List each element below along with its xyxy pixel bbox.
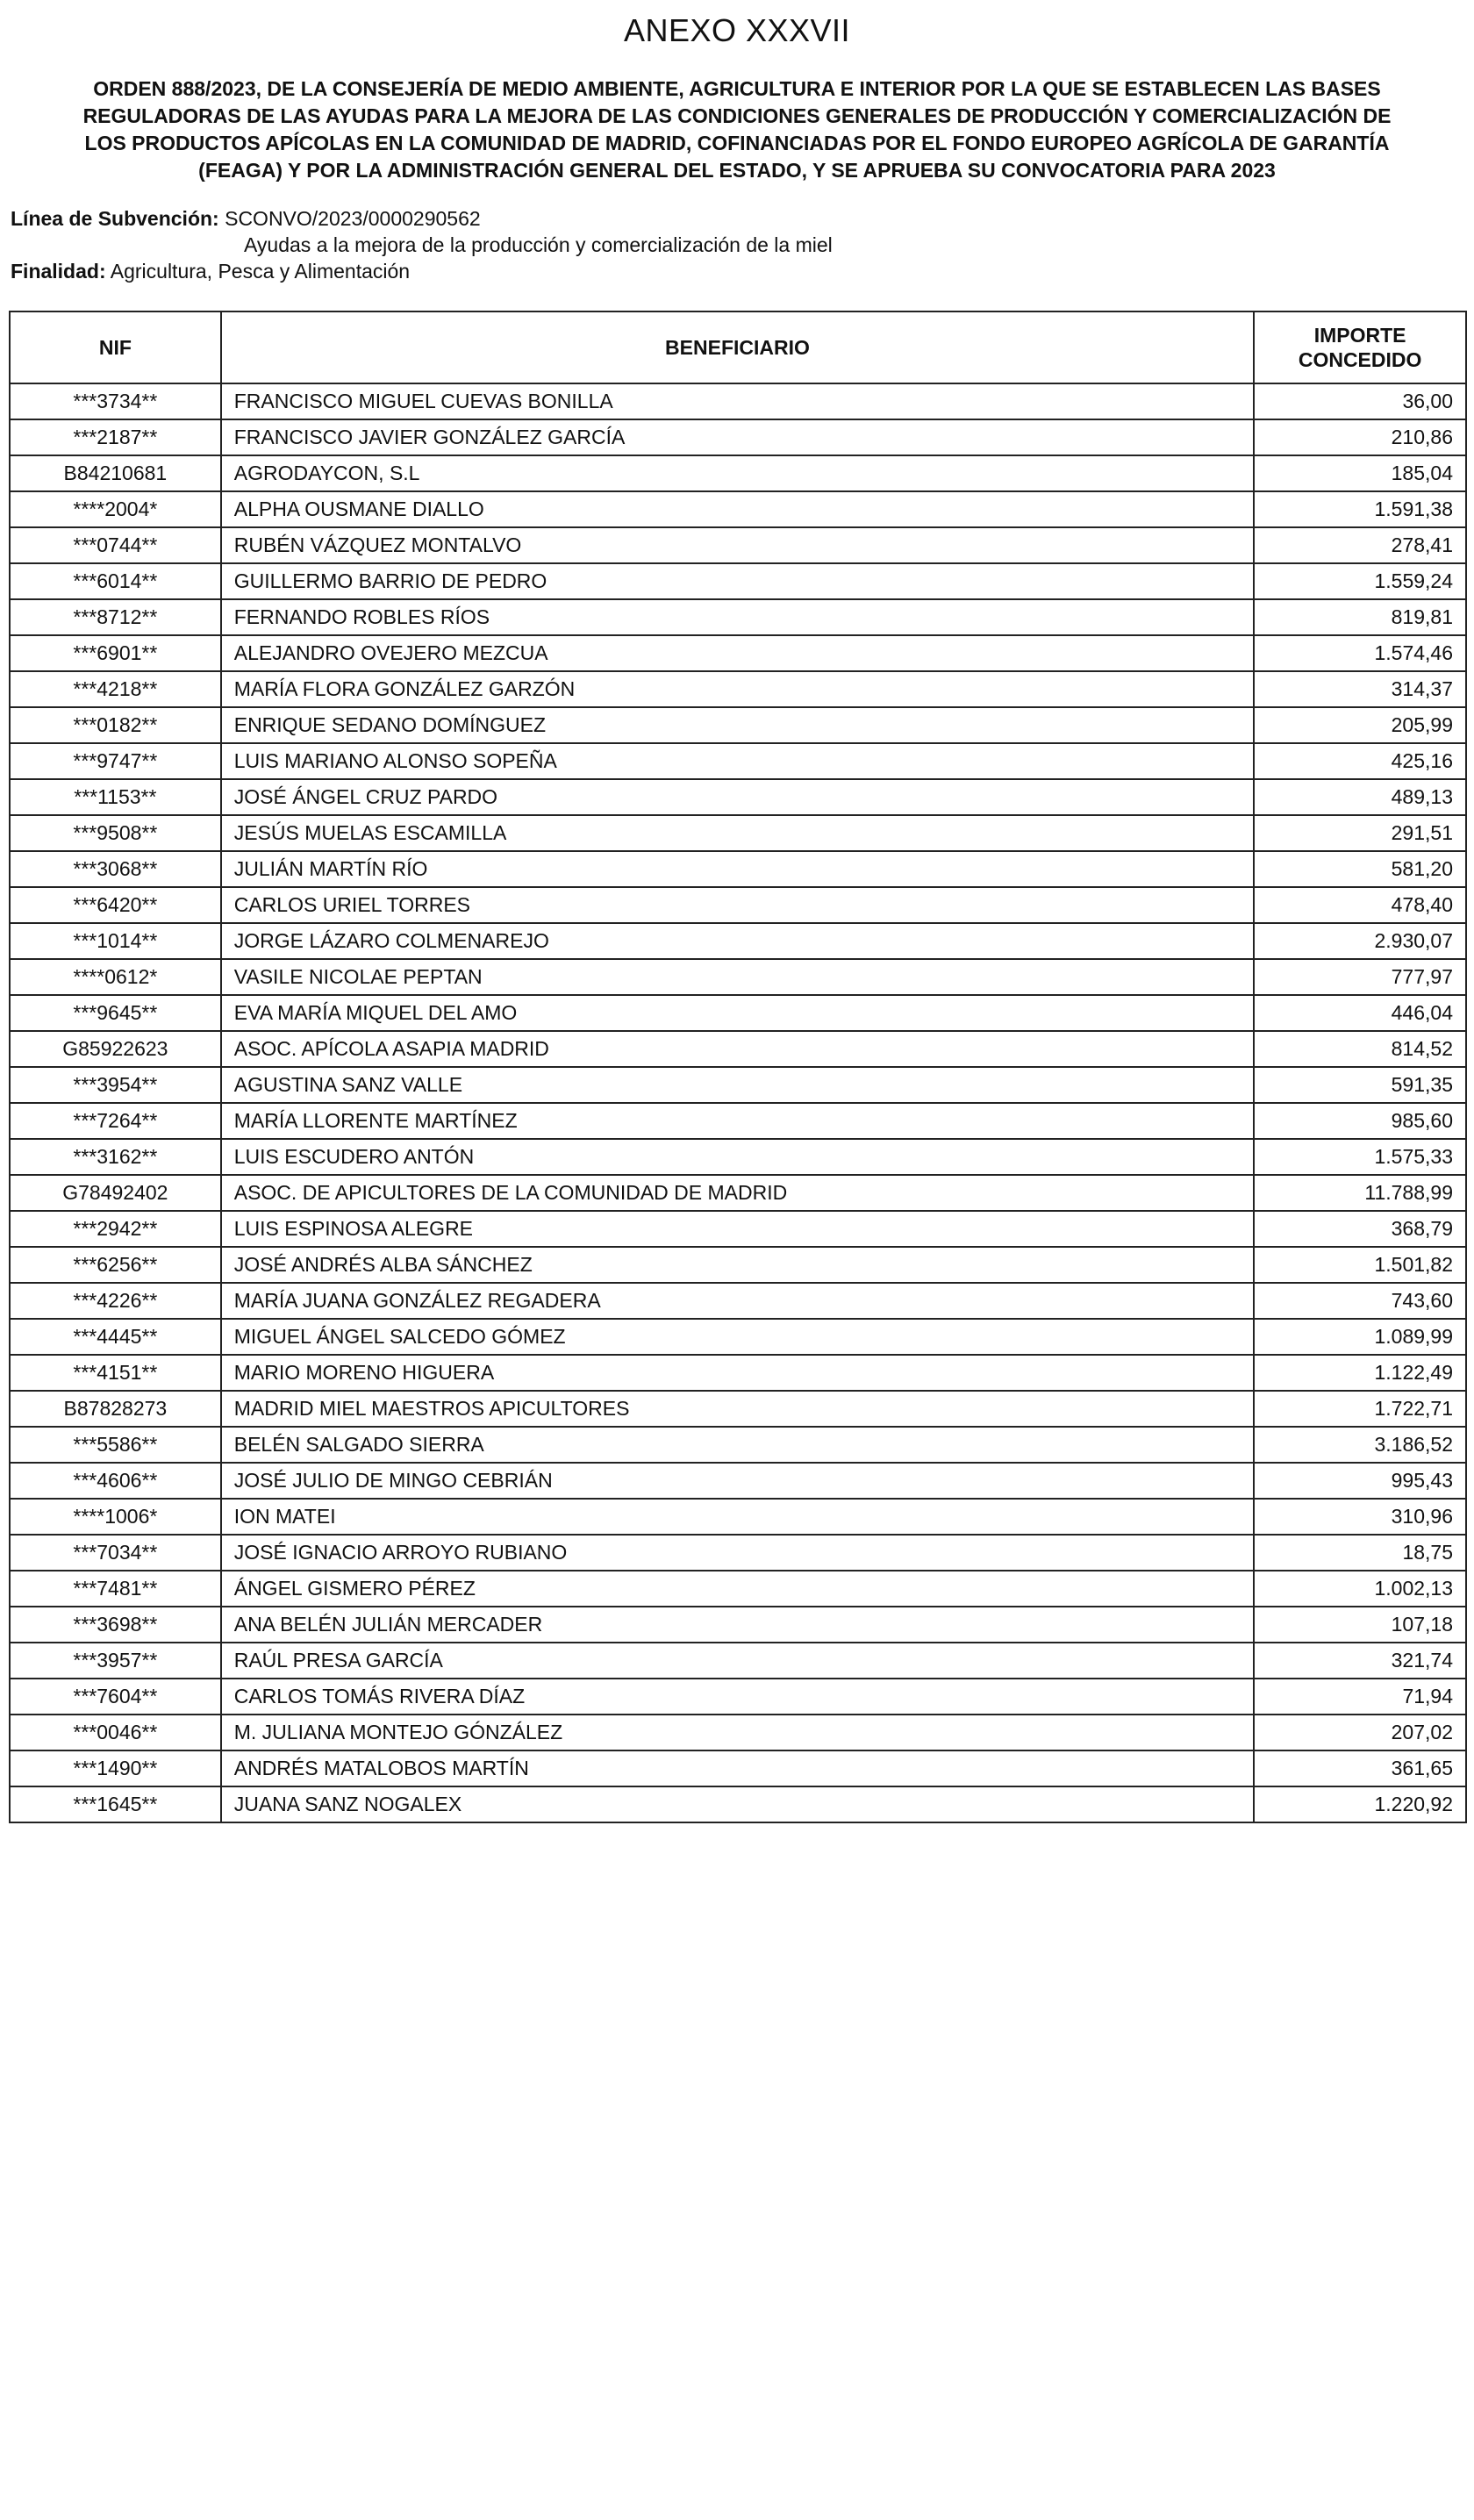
- table-header-row: [10, 311, 1466, 383]
- beneficiary-cell: JUANA SANZ NOGALEX: [221, 1786, 1254, 1822]
- beneficiary-cell: LUIS ESCUDERO ANTÓN: [221, 1139, 1254, 1175]
- beneficiary-cell: ANA BELÉN JULIÁN MERCADER: [221, 1607, 1254, 1643]
- table-row: [10, 1103, 1466, 1139]
- table-row: [10, 455, 1466, 491]
- nif-cell: G78492402: [10, 1175, 221, 1211]
- table-row: [10, 1786, 1466, 1822]
- amount-cell: 71,94: [1254, 1679, 1466, 1715]
- table-row: [10, 1427, 1466, 1463]
- amount-cell: 314,37: [1254, 671, 1466, 707]
- purpose-label: Finalidad:: [11, 260, 106, 283]
- beneficiary-cell: ION MATEI: [221, 1499, 1254, 1535]
- subsidy-line-row: [11, 205, 1449, 232]
- amount-cell: 18,75: [1254, 1535, 1466, 1571]
- nif-cell: ***1014**: [10, 923, 221, 959]
- nif-cell: B84210681: [10, 455, 221, 491]
- nif-cell: ***4151**: [10, 1355, 221, 1391]
- beneficiary-cell: CARLOS URIEL TORRES: [221, 887, 1254, 923]
- amount-cell: 1.220,92: [1254, 1786, 1466, 1822]
- amount-cell: 1.122,49: [1254, 1355, 1466, 1391]
- amount-cell: 985,60: [1254, 1103, 1466, 1139]
- table-row: [10, 959, 1466, 995]
- amount-cell: 995,43: [1254, 1463, 1466, 1499]
- beneficiary-cell: MARÍA LLORENTE MARTÍNEZ: [221, 1103, 1254, 1139]
- annex-title: ANEXO XXXVII: [623, 12, 851, 48]
- nif-cell: ****2004*: [10, 491, 221, 527]
- table-row: [10, 527, 1466, 563]
- order-title: [12, 75, 1462, 184]
- amount-cell: 743,60: [1254, 1283, 1466, 1319]
- table-row: [10, 1175, 1466, 1211]
- nif-cell: ***7604**: [10, 1679, 221, 1715]
- table-row: [10, 923, 1466, 959]
- beneficiary-cell: GUILLERMO BARRIO DE PEDRO: [221, 563, 1254, 599]
- amount-cell: 489,13: [1254, 779, 1466, 815]
- amount-cell: 1.722,71: [1254, 1391, 1466, 1427]
- nif-cell: ***9747**: [10, 743, 221, 779]
- amount-cell: 368,79: [1254, 1211, 1466, 1247]
- table-row: [10, 1535, 1466, 1571]
- table-row: [10, 707, 1466, 743]
- nif-cell: ***4218**: [10, 671, 221, 707]
- table-row: [10, 1499, 1466, 1535]
- beneficiary-cell: ASOC. DE APICULTORES DE LA COMUNIDAD DE MADRID: [221, 1175, 1254, 1211]
- table-row: [10, 1607, 1466, 1643]
- beneficiary-cell: ALEJANDRO OVEJERO MEZCUA: [221, 635, 1254, 671]
- amount-cell: 210,86: [1254, 419, 1466, 455]
- amount-cell: 1.574,46: [1254, 635, 1466, 671]
- table-row: [10, 1679, 1466, 1715]
- nif-cell: ***2187**: [10, 419, 221, 455]
- table-body: [10, 383, 1466, 1822]
- nif-cell: ***6420**: [10, 887, 221, 923]
- table-row: [10, 1067, 1466, 1103]
- beneficiary-cell: MADRID MIEL MAESTROS APICULTORES: [221, 1391, 1254, 1427]
- table-row: [10, 779, 1466, 815]
- nif-cell: ***6014**: [10, 563, 221, 599]
- beneficiary-cell: FERNANDO ROBLES RÍOS: [221, 599, 1254, 635]
- nif-cell: ***0182**: [10, 707, 221, 743]
- table-row: [10, 635, 1466, 671]
- subsidy-line-label: Línea de Subvención:: [11, 207, 219, 230]
- subsidy-line-description: Ayudas a la mejora de la producción y comercialización de la miel: [244, 233, 833, 256]
- nif-cell: ***1645**: [10, 1786, 221, 1822]
- beneficiary-cell: EVA MARÍA MIQUEL DEL AMO: [221, 995, 1254, 1031]
- table-row: [10, 1391, 1466, 1427]
- amount-cell: 425,16: [1254, 743, 1466, 779]
- amount-cell: 814,52: [1254, 1031, 1466, 1067]
- nif-cell: ***3954**: [10, 1067, 221, 1103]
- nif-cell: ***6256**: [10, 1247, 221, 1283]
- beneficiary-cell: MARÍA FLORA GONZÁLEZ GARZÓN: [221, 671, 1254, 707]
- table-row: [10, 1463, 1466, 1499]
- amount-cell: 581,20: [1254, 851, 1466, 887]
- amount-cell: 1.575,33: [1254, 1139, 1466, 1175]
- beneficiary-cell: ENRIQUE SEDANO DOMÍNGUEZ: [221, 707, 1254, 743]
- beneficiary-cell: JOSÉ JULIO DE MINGO CEBRIÁN: [221, 1463, 1254, 1499]
- table-row: [10, 1355, 1466, 1391]
- amount-cell: 1.591,38: [1254, 491, 1466, 527]
- nif-cell: ***1490**: [10, 1750, 221, 1786]
- beneficiary-cell: JOSÉ ÁNGEL CRUZ PARDO: [221, 779, 1254, 815]
- nif-cell: ***4606**: [10, 1463, 221, 1499]
- amount-cell: 478,40: [1254, 887, 1466, 923]
- beneficiary-cell: LUIS MARIANO ALONSO SOPEÑA: [221, 743, 1254, 779]
- beneficiary-cell: CARLOS TOMÁS RIVERA DÍAZ: [221, 1679, 1254, 1715]
- amount-header-line1: IMPORTE: [1313, 324, 1406, 347]
- order-title-line: ORDEN 888/2023, DE LA CONSEJERÍA DE MEDIO AMBIENTE, AGRICULTURA E INTERIOR POR LA QUE SE ESTABLECEN LAS BASES: [93, 77, 1381, 100]
- amount-cell: 1.501,82: [1254, 1247, 1466, 1283]
- nif-cell: ****0612*: [10, 959, 221, 995]
- beneficiary-cell: MIGUEL ÁNGEL SALCEDO GÓMEZ: [221, 1319, 1254, 1355]
- nif-cell: ***6901**: [10, 635, 221, 671]
- table-row: [10, 1319, 1466, 1355]
- amount-cell: 310,96: [1254, 1499, 1466, 1535]
- table-row: [10, 1643, 1466, 1679]
- table-row: [10, 1031, 1466, 1067]
- beneficiary-cell: AGUSTINA SANZ VALLE: [221, 1067, 1254, 1103]
- nif-cell: ***9645**: [10, 995, 221, 1031]
- nif-cell: ***3957**: [10, 1643, 221, 1679]
- beneficiary-cell: FRANCISCO JAVIER GONZÁLEZ GARCÍA: [221, 419, 1254, 455]
- beneficiary-cell: LUIS ESPINOSA ALEGRE: [221, 1211, 1254, 1247]
- beneficiary-cell: M. JULIANA MONTEJO GÓNZÁLEZ: [221, 1715, 1254, 1750]
- table-row: [10, 491, 1466, 527]
- nif-cell: ***9508**: [10, 815, 221, 851]
- nif-cell: G85922623: [10, 1031, 221, 1067]
- amount-cell: 3.186,52: [1254, 1427, 1466, 1463]
- table-row: [10, 995, 1466, 1031]
- beneficiary-cell: RUBÉN VÁZQUEZ MONTALVO: [221, 527, 1254, 563]
- amount-header-line2: CONCEDIDO: [1298, 348, 1422, 371]
- nif-cell: ***1153**: [10, 779, 221, 815]
- subsidy-line-code: SCONVO/2023/0000290562: [225, 207, 481, 230]
- nif-cell: ***4445**: [10, 1319, 221, 1355]
- beneficiary-column-header: BENEFICIARIO: [221, 311, 1254, 383]
- table-row: [10, 599, 1466, 635]
- table-row: [10, 419, 1466, 455]
- table-row: [10, 1211, 1466, 1247]
- beneficiary-cell: MARÍA JUANA GONZÁLEZ REGADERA: [221, 1283, 1254, 1319]
- purpose-value: Agricultura, Pesca y Alimentación: [110, 260, 411, 283]
- table-row: [10, 887, 1466, 923]
- amount-cell: 361,65: [1254, 1750, 1466, 1786]
- amount-cell: 36,00: [1254, 383, 1466, 419]
- beneficiary-cell: FRANCISCO MIGUEL CUEVAS BONILLA: [221, 383, 1254, 419]
- amount-cell: 777,97: [1254, 959, 1466, 995]
- table-row: [10, 563, 1466, 599]
- nif-cell: ***2942**: [10, 1211, 221, 1247]
- amount-cell: 2.930,07: [1254, 923, 1466, 959]
- beneficiary-cell: BELÉN SALGADO SIERRA: [221, 1427, 1254, 1463]
- nif-cell: ****1006*: [10, 1499, 221, 1535]
- amount-cell: 278,41: [1254, 527, 1466, 563]
- purpose-row: [11, 258, 1449, 284]
- amount-cell: 1.089,99: [1254, 1319, 1466, 1355]
- beneficiary-cell: VASILE NICOLAE PEPTAN: [221, 959, 1254, 995]
- amount-cell: 11.788,99: [1254, 1175, 1466, 1211]
- table-row: [10, 1750, 1466, 1786]
- table-row: [10, 1139, 1466, 1175]
- amount-cell: 819,81: [1254, 599, 1466, 635]
- table-row: [10, 383, 1466, 419]
- nif-cell: ***4226**: [10, 1283, 221, 1319]
- beneficiary-cell: JULIÁN MARTÍN RÍO: [221, 851, 1254, 887]
- beneficiary-cell: JORGE LÁZARO COLMENAREJO: [221, 923, 1254, 959]
- order-title-line: LOS PRODUCTOS APÍCOLAS EN LA COMUNIDAD DE MADRID, COFINANCIADAS POR EL FONDO EUROPEO AGRÍCOLA DE GARANTÍA: [84, 132, 1390, 154]
- beneficiary-cell: RAÚL PRESA GARCÍA: [221, 1643, 1254, 1679]
- amount-column-header: [1254, 311, 1466, 383]
- amount-cell: 107,18: [1254, 1607, 1466, 1643]
- table-row: [10, 851, 1466, 887]
- nif-cell: ***7481**: [10, 1571, 221, 1607]
- amount-cell: 591,35: [1254, 1067, 1466, 1103]
- table-row: [10, 743, 1466, 779]
- nif-cell: ***0046**: [10, 1715, 221, 1750]
- beneficiary-cell: ALPHA OUSMANE DIALLO: [221, 491, 1254, 527]
- amount-cell: 1.559,24: [1254, 563, 1466, 599]
- table-row: [10, 1247, 1466, 1283]
- nif-cell: ***3068**: [10, 851, 221, 887]
- beneficiary-cell: ÁNGEL GISMERO PÉREZ: [221, 1571, 1254, 1607]
- nif-column-header: NIF: [10, 311, 221, 383]
- beneficiary-cell: JOSÉ IGNACIO ARROYO RUBIANO: [221, 1535, 1254, 1571]
- nif-cell: B87828273: [10, 1391, 221, 1427]
- nif-cell: ***3734**: [10, 383, 221, 419]
- beneficiary-cell: JOSÉ ANDRÉS ALBA SÁNCHEZ: [221, 1247, 1254, 1283]
- order-title-line: (FEAGA) Y POR LA ADMINISTRACIÓN GENERAL DEL ESTADO, Y SE APRUEBA SU CONVOCATORIA PARA 2023: [198, 159, 1276, 182]
- nif-cell: ***7034**: [10, 1535, 221, 1571]
- amount-cell: 205,99: [1254, 707, 1466, 743]
- table-row: [10, 815, 1466, 851]
- beneficiary-cell: AGRODAYCON, S.L: [221, 455, 1254, 491]
- beneficiary-cell: ANDRÉS MATALOBOS MARTÍN: [221, 1750, 1254, 1786]
- beneficiaries-table: [9, 311, 1467, 1823]
- table-row: [10, 671, 1466, 707]
- amount-cell: 446,04: [1254, 995, 1466, 1031]
- beneficiary-cell: ASOC. APÍCOLA ASAPIA MADRID: [221, 1031, 1254, 1067]
- nif-cell: ***7264**: [10, 1103, 221, 1139]
- amount-cell: 185,04: [1254, 455, 1466, 491]
- amount-cell: 321,74: [1254, 1643, 1466, 1679]
- amount-cell: 1.002,13: [1254, 1571, 1466, 1607]
- amount-cell: 207,02: [1254, 1715, 1466, 1750]
- beneficiary-cell: JESÚS MUELAS ESCAMILLA: [221, 815, 1254, 851]
- order-title-line: REGULADORAS DE LAS AYUDAS PARA LA MEJORA DE LAS CONDICIONES GENERALES DE PRODUCCIÓN Y COMERCIALIZACIÓN DE: [82, 104, 1392, 127]
- beneficiary-cell: MARIO MORENO HIGUERA: [221, 1355, 1254, 1391]
- grant-metadata: [11, 205, 1449, 284]
- table-row: [10, 1571, 1466, 1607]
- amount-cell: 291,51: [1254, 815, 1466, 851]
- nif-cell: ***0744**: [10, 527, 221, 563]
- nif-cell: ***5586**: [10, 1427, 221, 1463]
- nif-cell: ***3162**: [10, 1139, 221, 1175]
- table-row: [10, 1715, 1466, 1750]
- table-row: [10, 1283, 1466, 1319]
- nif-cell: ***8712**: [10, 599, 221, 635]
- nif-cell: ***3698**: [10, 1607, 221, 1643]
